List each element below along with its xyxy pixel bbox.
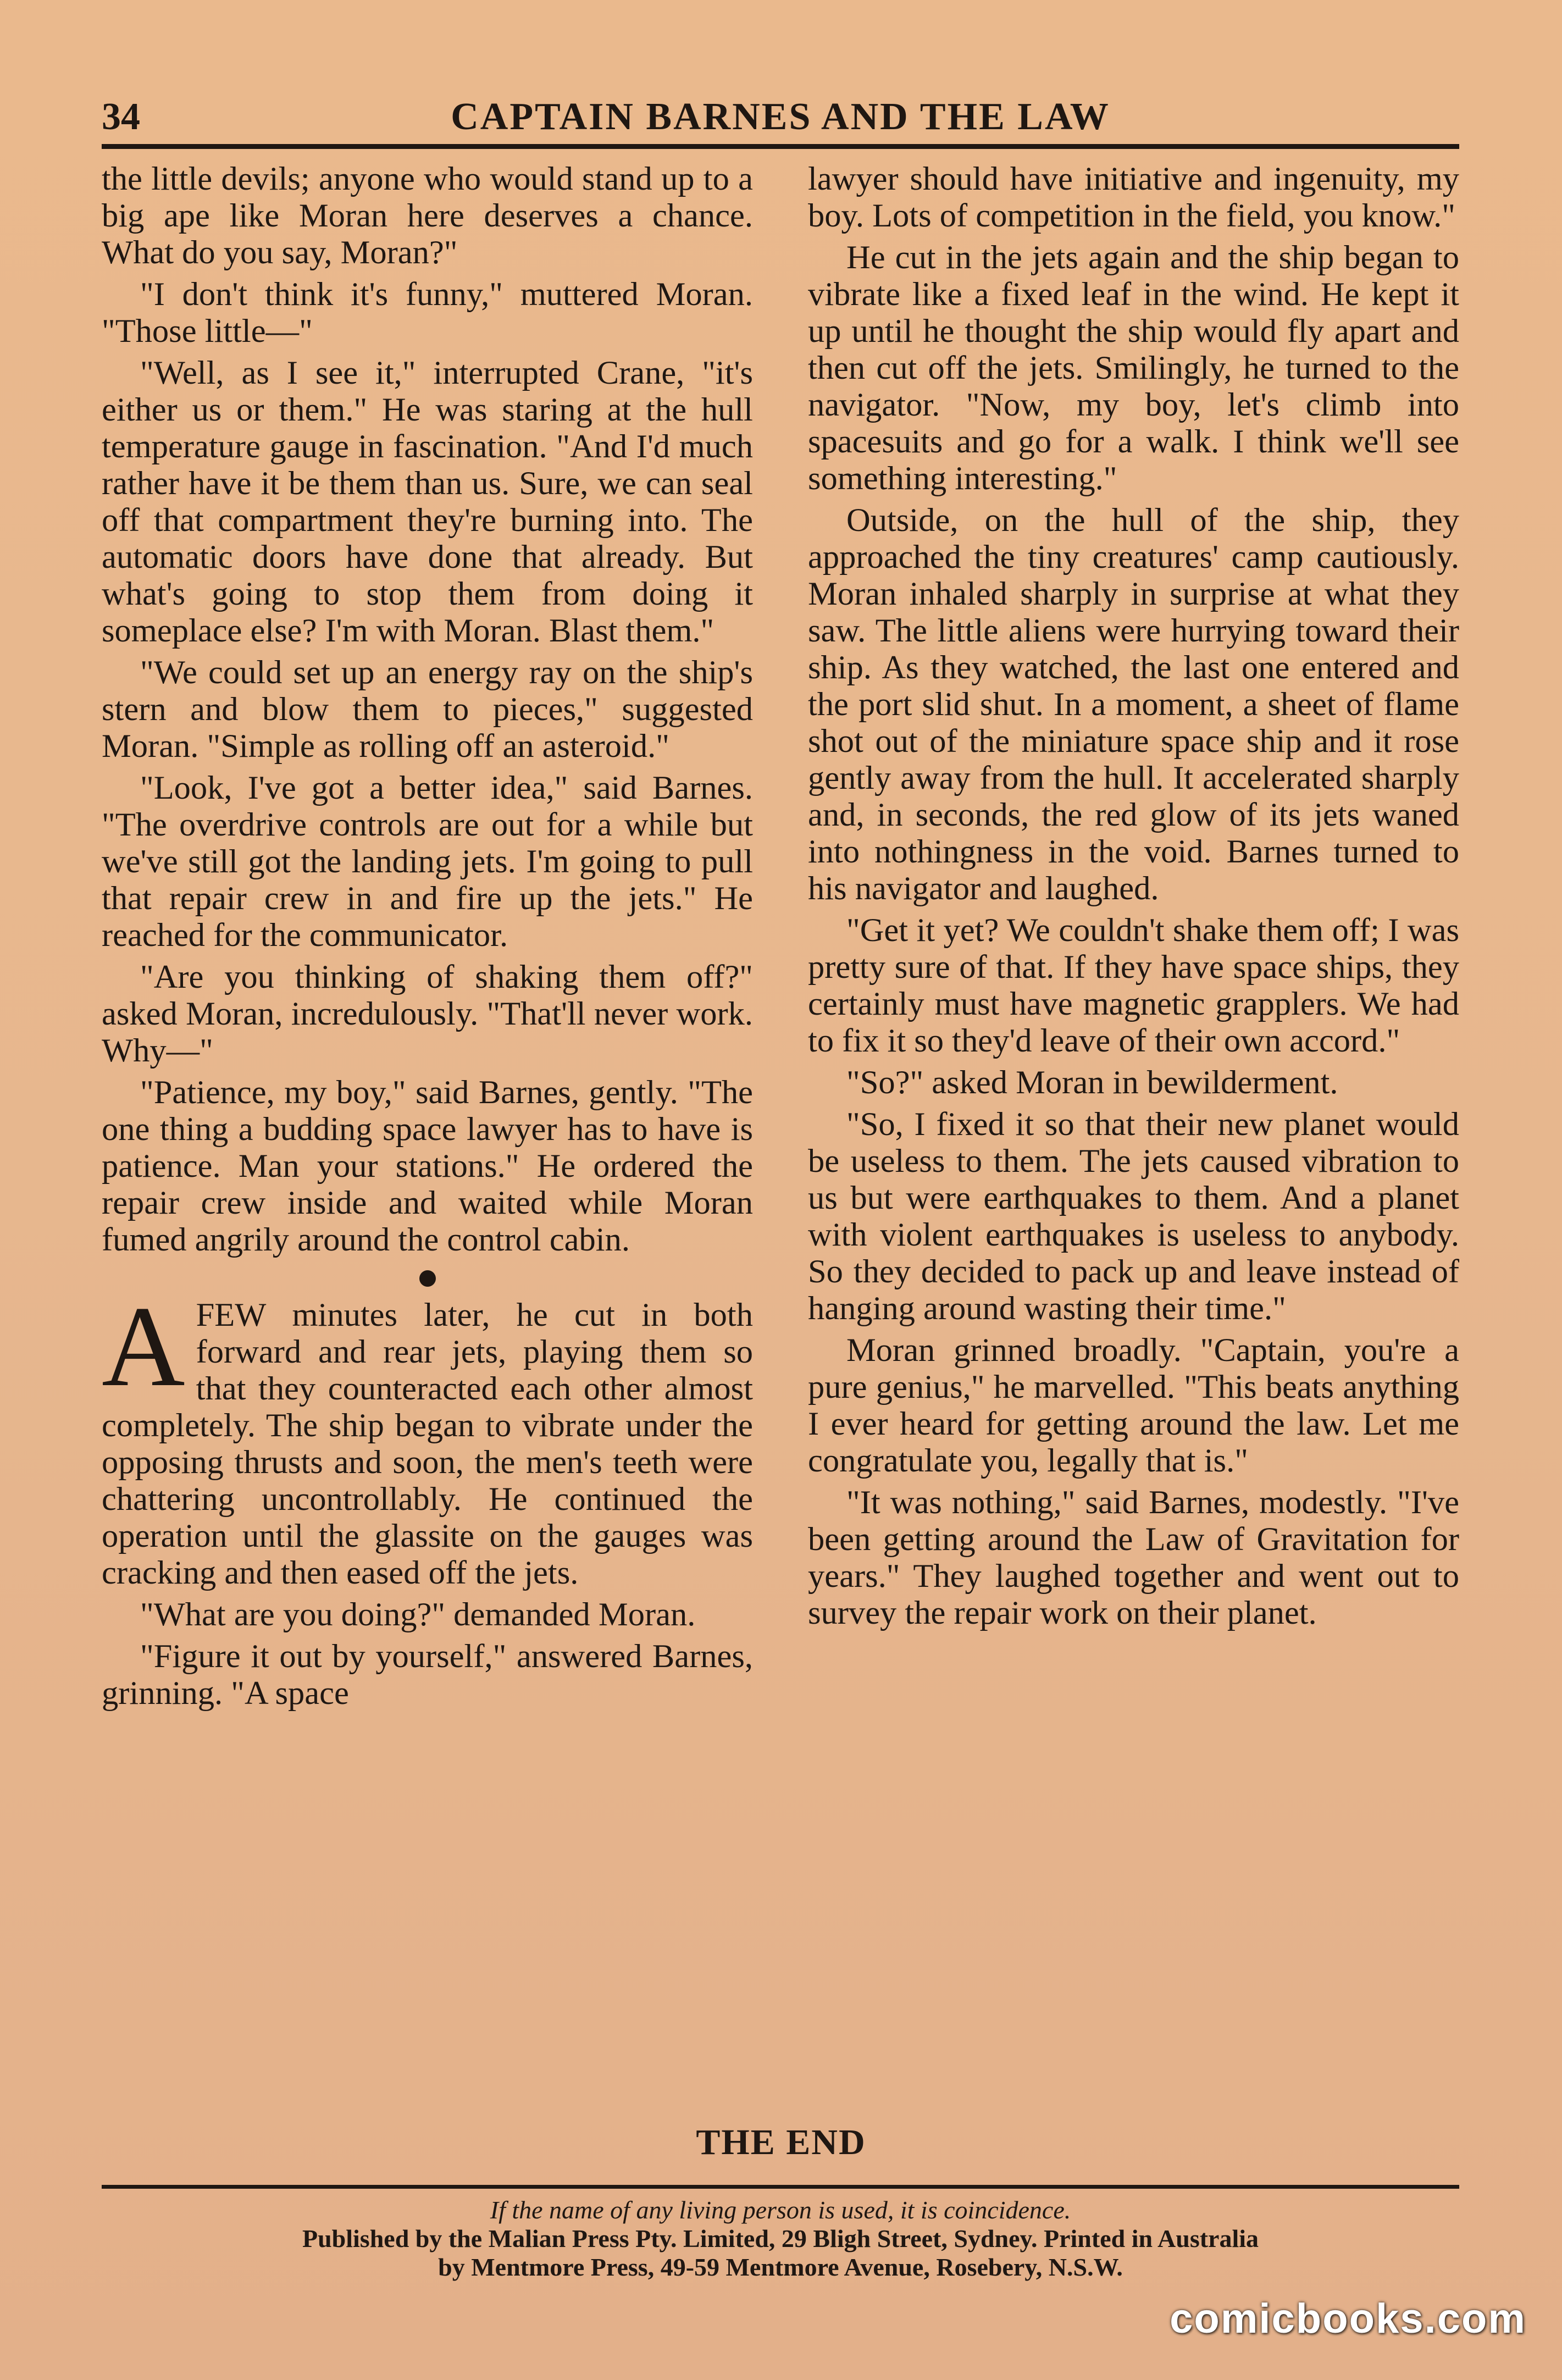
paragraph: Moran grinned broadly. "Captain, you're a pure genius," he marvelled. "This beats anything I ever heard for getting around the law. Let me congratulate you, legally that is." [808, 1332, 1459, 1479]
paragraph: "I don't think it's funny," muttered Moran. "Those little—" [102, 276, 753, 350]
page-header [102, 91, 1459, 143]
footer-rule [102, 2185, 1459, 2189]
printer-line: by Mentmore Press, 49-59 Mentmore Avenue, Rosebery, N.S.W. [438, 2253, 1123, 2281]
publisher-line: Published by the Malian Press Pty. Limited, 29 Bligh Street, Sydney. Printed in Australia [302, 2224, 1259, 2252]
paragraph: "Are you thinking of shaking them off?" asked Moran, incredulously. "That'll never work. Why—" [102, 959, 753, 1069]
the-end-label: THE END [696, 2122, 866, 2162]
paragraph: "So, I fixed it so that their new planet would be useless to them. The jets caused vibration to us but were earthquakes to them. And a planet with violent earthquakes is useless to anybody. So they decided to pack up and leave instead of hanging around wasting their time." [808, 1106, 1459, 1327]
paragraph: "It was nothing," said Barnes, modestly. "I've been getting around the Law of Gravitation for years." They laughed together and went out to survey the repair work on their planet. [808, 1484, 1459, 1631]
paragraph: Outside, on the hull of the ship, they approached the tiny creatures' camp cautiously. Moran inhaled sharply in surprise at what they saw. The little aliens were hurrying toward their ship. As they watched, the last one entered and the port slid shut. In a moment, a sheet of flame shot out of the miniature space ship and it rose gently away from the hull. It accelerated sharply and, in seconds, the red glow of its jets waned into nothingness in the void. Barnes turned to his navigator and laughed. [808, 502, 1459, 907]
section-break-bullet [419, 1270, 436, 1287]
paragraph: lawyer should have initiative and ingenuity, my boy. Lots of competition in the field, you know." [808, 160, 1459, 234]
paragraph: "We could set up an energy ray on the ship's stern and blow them to pieces," suggested Moran. "Simple as rolling off an asteroid." [102, 654, 753, 765]
left-column [102, 160, 753, 2112]
paragraph: "So?" asked Moran in bewilderment. [846, 1064, 1338, 1101]
paragraph: "What are you doing?" demanded Moran. [140, 1596, 696, 1633]
header-rule [102, 144, 1459, 149]
footer [102, 2196, 1459, 2282]
running-title: CAPTAIN BARNES AND THE LAW [451, 96, 1110, 138]
paragraph: "Well, as I see it," interrupted Crane, "it's either us or them." He was staring at the hull temperature gauge in fascination. "And I'd much rather have it be them than us. Sure, we can seal off that compartment they're burning into. The automatic doors have done that already. But what's going to stop them from doing it someplace else? I'm with Moran. Blast them." [102, 355, 753, 649]
drop-cap-paragraph-text: FEW minutes later, he cut in both forward and rear jets, playing them so that they counteracted each other almost completely. The ship began to vibrate under the opposing thrusts and soon, the men's teeth were chattering uncontrollably. He continued the operation until the glassite on the gauges was cracking and then eased off the jets. [102, 1297, 753, 1591]
coincidence-notice: If the name of any living person is used, it is coincidence. [490, 2196, 1071, 2224]
page-number: 34 [102, 96, 140, 138]
drop-cap: A [102, 1283, 185, 1410]
paragraph: "Patience, my boy," said Barnes, gently. "The one thing a budding space lawyer has to have is patience. Man your stations." He ordered the repair crew inside and waited while Moran fumed angrily around the control cabin. [102, 1074, 753, 1258]
drop-cap-paragraph [102, 1283, 753, 1591]
paragraph: the little devils; anyone who would stand up to a big ape like Moran here deserves a chance. What do you say, Moran?" [102, 160, 753, 271]
paragraph: "Figure it out by yourself," answered Barnes, grinning. "A space [102, 1638, 753, 1712]
paragraph: "Look, I've got a better idea," said Barnes. "The overdrive controls are out for a while but we've still got the landing jets. I'm going to pull that repair crew in and fire up the jets." He reached for the communicator. [102, 770, 753, 954]
paragraph: "Get it yet? We couldn't shake them off; I was pretty sure of that. If they have space ships, they certainly must have magnetic grapplers. We had to fix it so they'd leave of their own accord." [808, 912, 1459, 1059]
right-column [808, 160, 1459, 2112]
paragraph: He cut in the jets again and the ship began to vibrate like a fixed leaf in the wind. He kept it up until he thought the ship would fly apart and then cut off the jets. Smilingly, he turned to the navigator. "Now, my boy, let's climb into spacesuits and go for a walk. I think we'll see something interesting." [808, 239, 1459, 497]
watermark: comicbooks.com [1170, 2295, 1526, 2342]
